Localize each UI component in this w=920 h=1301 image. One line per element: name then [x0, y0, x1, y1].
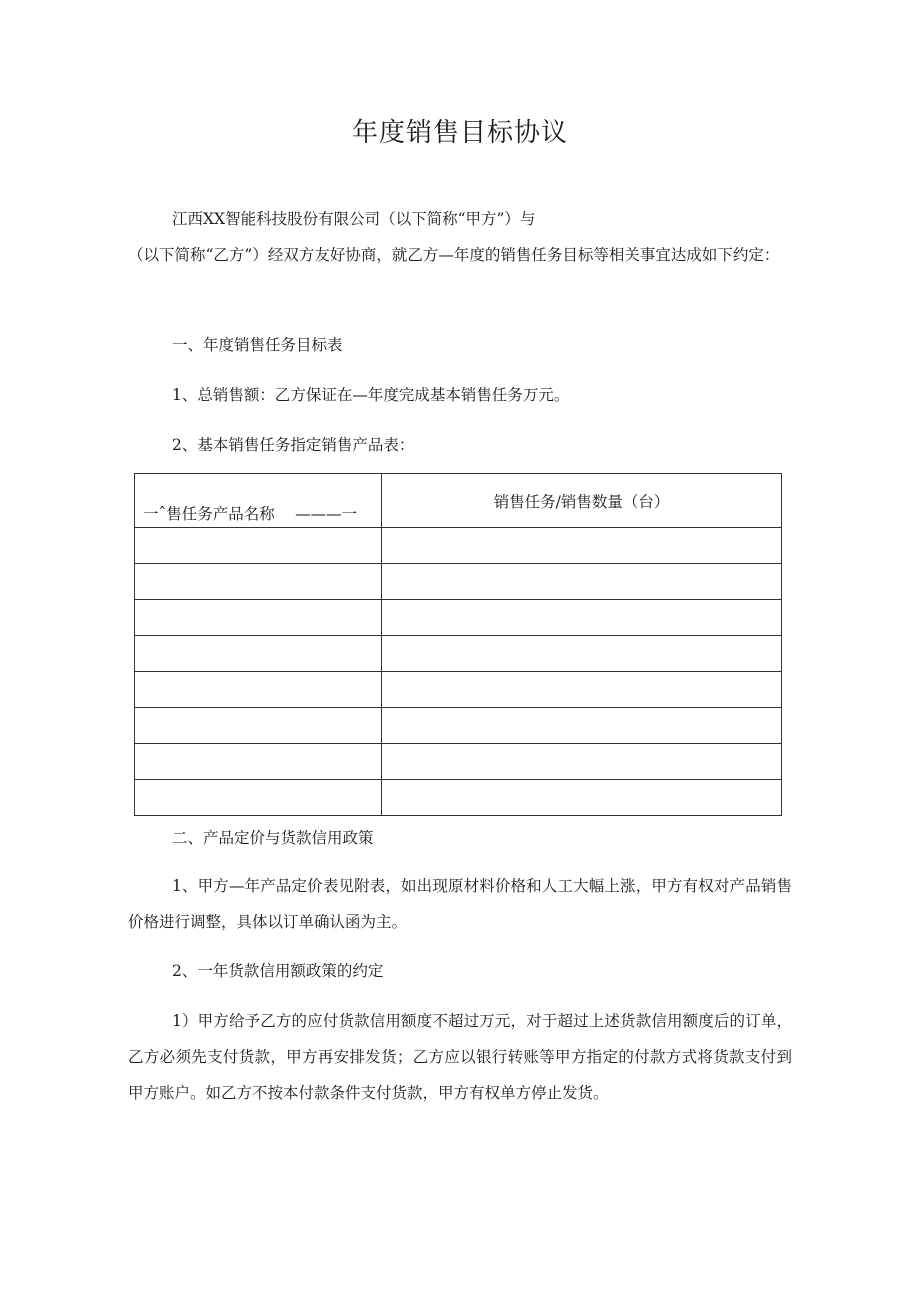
table-row [135, 564, 782, 600]
table-cell [135, 672, 382, 708]
table-row [135, 672, 782, 708]
table-cell [135, 600, 382, 636]
table-cell [382, 636, 782, 672]
table-row [135, 528, 782, 564]
table-header-row [135, 474, 782, 528]
table-cell [135, 708, 382, 744]
item-1-1: 1、总销售额：乙方保证在—年度完成基本销售任务万元。 [172, 386, 570, 404]
table-cell [135, 636, 382, 672]
table-header-product-name: 一ˆ售任务产品名称 ———一 [135, 474, 382, 528]
document-title: 年度销售目标协议 [351, 118, 568, 148]
table-cell [135, 528, 382, 564]
table-row [135, 708, 782, 744]
table-cell [135, 744, 382, 780]
sales-target-table [134, 473, 782, 816]
table-row [135, 600, 782, 636]
table-cell [135, 564, 382, 600]
intro-line-1: 江西XX智能科技股份有限公司（以下简称“甲方”）与 [172, 210, 536, 228]
table-cell [135, 780, 382, 816]
table-cell [382, 564, 782, 600]
table-cell [382, 600, 782, 636]
table-row [135, 636, 782, 672]
item-2-2: 2、一年货款信用额政策的约定 [172, 962, 384, 980]
table-cell [382, 528, 782, 564]
intro-paragraph [128, 201, 792, 273]
table-cell [382, 744, 782, 780]
intro-line-2: （以下简称“乙方”）经双方友好协商，就乙方—年度的销售任务目标等相关事宜达成如下约定： [128, 246, 780, 264]
table-cell [382, 708, 782, 744]
section-1-heading: 一、年度销售任务目标表 [172, 336, 343, 354]
section-2-heading: 二、产品定价与货款信用政策 [172, 829, 374, 847]
table-header-sales-quantity: 销售任务/销售数量（台） [382, 474, 782, 528]
table-cell [382, 780, 782, 816]
table-cell [382, 672, 782, 708]
item-2-2-1: 1）甲方给予乙方的应付货款信用额度不超过万元，对于超过上述货款信用额度后的订单，乙方必须先支付货款，甲方再安排发货；乙方应以银行转账等甲方指定的付款方式将货款支付到甲方账户。如乙方不按本付款条件支付货款，甲方有权单方停止发货。 [128, 1012, 792, 1102]
table-row [135, 780, 782, 816]
item-2-1: 1、甲方—年产品定价表见附表，如出现原材料价格和人工大幅上涨，甲方有权对产品销售价格进行调整，具体以订单确认函为主。 [128, 877, 792, 931]
table-row [135, 744, 782, 780]
item-1-2: 2、基本销售任务指定销售产品表： [172, 436, 415, 454]
